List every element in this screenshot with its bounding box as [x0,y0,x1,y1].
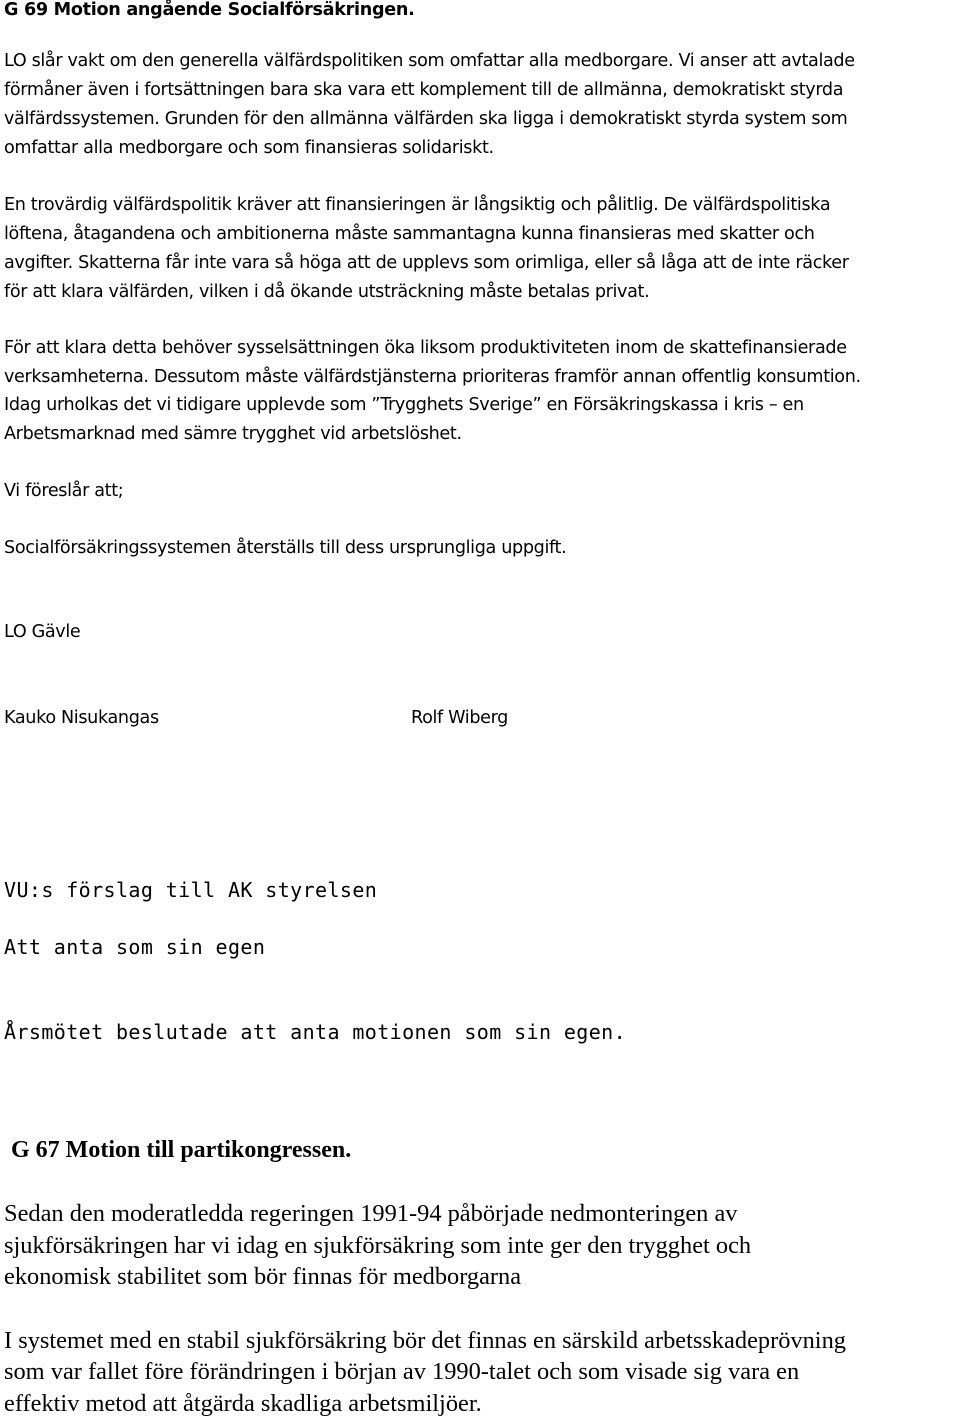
organization-name: LO Gävle [4,622,81,642]
signatory-name: Kauko Nisukangas [4,708,159,728]
paragraph-line: för att klara välfärden, vilken i då ökande utsträckning måste betalas privat. [4,282,650,302]
motion-heading: G 69 Motion angående Socialförsäkringen. [4,0,415,20]
proposal-text: Socialförsäkringssystemen återställs till dess ursprungliga uppgift. [4,538,567,558]
paragraph-line: Arbetsmarknad med sämre trygghet vid arbetslöshet. [4,424,462,444]
paragraph-line: LO slår vakt om den generella välfärdspolitiken som omfattar alla medborgare. Vi anser att avtalade [4,51,855,71]
paragraph-line: ekonomisk stabilitet som bör finnas för medborgarna [4,1263,522,1290]
paragraph-line: som var fallet före förändringen i början av 1990-talet och som visade sig vara en [4,1358,800,1385]
decision-text: Årsmötet beslutade att anta motionen som sin egen. [4,1020,627,1044]
paragraph-line: En trovärdig välfärdspolitik kräver att finansieringen är långsiktig och pålitlig. De välfärdspolitiska [4,195,831,215]
paragraph-line: omfattar alla medborgare och som finansieras solidariskt. [4,138,494,158]
paragraph-line: För att klara detta behöver sysselsättningen öka liksom produktiviteten inom de skattefinansierade [4,338,847,358]
paragraph-line: verksamheterna. Dessutom måste välfärdstjänsterna prioriteras framför annan offentlig konsumtion. [4,367,861,387]
paragraph-line: I systemet med en stabil sjukförsäkring bör det finnas en särskild arbetsskadeprövning [4,1327,846,1354]
signatory-name: Rolf Wiberg [411,708,509,728]
paragraph-line: effektiv metod att åtgärda skadliga arbetsmiljöer. [4,1390,482,1417]
proposal-intro: Vi föreslår att; [4,481,124,501]
paragraph-line: Sedan den moderatledda regeringen 1991-94 påbörjade nedmonteringen av [4,1200,738,1227]
paragraph-line: förmåner även i fortsättningen bara ska vara ett komplement till de allmänna, demokratiskt styrda [4,80,844,100]
paragraph-line: välfärdssystemen. Grunden för den allmänna välfärden ska ligga i demokratiskt styrda system som [4,109,848,129]
paragraph-line: löftena, åtagandena och ambitionerna måste sammantagna kunna finansieras med skatter och [4,224,815,244]
vu-text: Att anta som sin egen [4,935,266,959]
vu-heading: VU:s förslag till AK styrelsen [4,878,378,902]
paragraph-line: avgifter. Skatterna får inte vara så höga att de upplevs som orimliga, eller så låga att de inte räcker [4,253,849,273]
motion-heading: G 67 Motion till partikongressen. [11,1137,352,1163]
paragraph-line: sjukförsäkringen har vi idag en sjukförsäkring som inte ger den trygghet och [4,1232,752,1259]
paragraph-line: Idag urholkas det vi tidigare upplevde som ”Trygghets Sverige” en Försäkringskassa i kris – en [4,395,804,415]
